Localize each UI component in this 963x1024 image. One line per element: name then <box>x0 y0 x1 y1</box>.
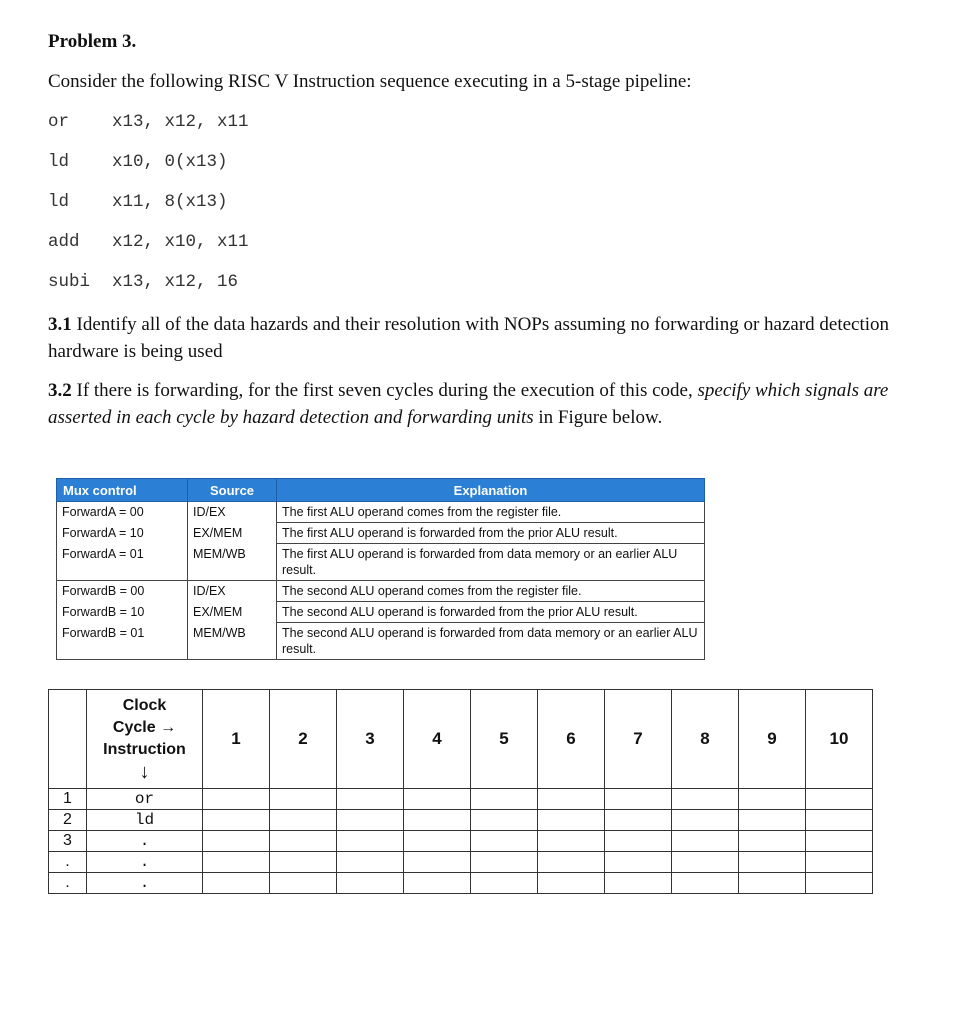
clock-cycle-instruction-header <box>87 690 203 789</box>
mux-control-cell: ForwardB = 10 <box>57 602 188 623</box>
question-text: Identify all of the data hazards and their resolution with NOPs assuming no forwarding or hazard detection hardware is being used <box>48 314 890 362</box>
cycle-header: 8 <box>672 690 739 789</box>
code-line <box>48 152 228 172</box>
explanation-cell: The first ALU operand is forwarded from the prior ALU result. <box>277 523 705 544</box>
mux-control-cell: ForwardA = 01 <box>57 544 188 581</box>
code-line <box>48 272 238 292</box>
empty-cell[interactable] <box>270 873 337 894</box>
empty-cell[interactable] <box>337 789 404 810</box>
empty-cell[interactable] <box>739 873 806 894</box>
down-arrow-icon: ↓ <box>139 761 150 783</box>
empty-cell[interactable] <box>270 810 337 831</box>
source-cell: MEM/WB <box>188 623 277 660</box>
instruction-cell: . <box>87 873 203 894</box>
cycle-header: 7 <box>605 690 672 789</box>
empty-cell[interactable] <box>605 831 672 852</box>
corner-cell <box>49 690 87 789</box>
cycle-header-row <box>49 690 873 789</box>
question-3-2 <box>48 377 908 431</box>
empty-cell[interactable] <box>806 789 873 810</box>
cycle-header: 5 <box>471 690 538 789</box>
row-number: 2 <box>49 810 87 831</box>
empty-cell[interactable] <box>203 852 270 873</box>
empty-cell[interactable] <box>672 873 739 894</box>
source-cell: EX/MEM <box>188 523 277 544</box>
empty-cell[interactable] <box>203 810 270 831</box>
table-row <box>49 831 873 852</box>
empty-cell[interactable] <box>605 873 672 894</box>
source-cell: EX/MEM <box>188 602 277 623</box>
header-source: Source <box>188 479 277 502</box>
cycle-header: 2 <box>270 690 337 789</box>
header-explanation: Explanation <box>277 479 705 502</box>
empty-cell[interactable] <box>471 789 538 810</box>
empty-cell[interactable] <box>270 789 337 810</box>
cycle-header: 3 <box>337 690 404 789</box>
code-op: ld <box>48 152 70 172</box>
empty-cell[interactable] <box>806 852 873 873</box>
table-row <box>57 502 705 523</box>
code-op: add <box>48 232 80 252</box>
row-number: . <box>49 873 87 894</box>
code-line <box>48 192 228 212</box>
empty-cell[interactable] <box>806 873 873 894</box>
table-row <box>57 581 705 602</box>
header-mux-control: Mux control <box>57 479 188 502</box>
code-line <box>48 232 249 252</box>
empty-cell[interactable] <box>404 789 471 810</box>
empty-cell[interactable] <box>337 873 404 894</box>
empty-cell[interactable] <box>471 810 538 831</box>
header-label: Clock <box>122 697 167 714</box>
empty-cell[interactable] <box>471 873 538 894</box>
empty-cell[interactable] <box>605 789 672 810</box>
code-line <box>48 112 249 132</box>
table-row <box>57 602 705 623</box>
table-row <box>49 873 873 894</box>
cycle-header: 4 <box>404 690 471 789</box>
mux-control-cell: ForwardA = 00 <box>57 502 188 523</box>
mux-control-cell: ForwardB = 00 <box>57 581 188 602</box>
empty-cell[interactable] <box>404 831 471 852</box>
table-row <box>49 789 873 810</box>
question-text-emphasis: specify which signals are asserted in each cycle by hazard detection and forwarding units <box>48 380 889 428</box>
row-number: 1 <box>49 789 87 810</box>
code-op: or <box>48 112 70 132</box>
empty-cell[interactable] <box>337 810 404 831</box>
instruction-cell: or <box>87 789 203 810</box>
source-cell: ID/EX <box>188 502 277 523</box>
empty-cell[interactable] <box>806 831 873 852</box>
code-args: x11, 8(x13) <box>112 192 228 212</box>
explanation-cell: The second ALU operand comes from the register file. <box>277 581 705 602</box>
code-args: x13, x12, x11 <box>112 112 249 132</box>
empty-cell[interactable] <box>203 873 270 894</box>
cycle-header: 10 <box>806 690 873 789</box>
problem-title: Problem 3. <box>48 31 137 52</box>
empty-cell[interactable] <box>672 852 739 873</box>
question-number: 3.1 <box>48 314 72 335</box>
row-number: 3 <box>49 831 87 852</box>
empty-cell[interactable] <box>739 789 806 810</box>
empty-cell[interactable] <box>538 831 605 852</box>
empty-cell[interactable] <box>739 810 806 831</box>
cycle-header: 9 <box>739 690 806 789</box>
empty-cell[interactable] <box>270 852 337 873</box>
empty-cell[interactable] <box>404 852 471 873</box>
empty-cell[interactable] <box>538 789 605 810</box>
empty-cell[interactable] <box>404 873 471 894</box>
question-text: If there is forwarding, for the first seven cycles during the execution of this code, <box>71 380 698 401</box>
table-row <box>49 852 873 873</box>
empty-cell[interactable] <box>806 810 873 831</box>
source-cell: ID/EX <box>188 581 277 602</box>
source-cell: MEM/WB <box>188 544 277 581</box>
empty-cell[interactable] <box>739 852 806 873</box>
code-args: x10, 0(x13) <box>112 152 228 172</box>
table-row <box>57 544 705 581</box>
question-text: in Figure below. <box>533 407 663 428</box>
empty-cell[interactable] <box>337 831 404 852</box>
explanation-cell: The second ALU operand is forwarded from data memory or an earlier ALU result. <box>277 623 705 660</box>
table-row <box>57 623 705 660</box>
empty-cell[interactable] <box>739 831 806 852</box>
table-row <box>57 523 705 544</box>
empty-cell[interactable] <box>538 810 605 831</box>
explanation-cell: The first ALU operand comes from the register file. <box>277 502 705 523</box>
empty-cell[interactable] <box>605 852 672 873</box>
problem-intro: Consider the following RISC V Instruction sequence executing in a 5-stage pipeline: <box>48 71 692 92</box>
empty-cell[interactable] <box>605 810 672 831</box>
code-op: subi <box>48 272 91 292</box>
explanation-cell: The first ALU operand is forwarded from data memory or an earlier ALU result. <box>277 544 705 581</box>
empty-cell[interactable] <box>203 789 270 810</box>
empty-cell[interactable] <box>471 831 538 852</box>
empty-cell[interactable] <box>471 852 538 873</box>
code-args: x13, x12, 16 <box>112 272 239 292</box>
question-3-1 <box>48 311 908 365</box>
empty-cell[interactable] <box>538 852 605 873</box>
empty-cell[interactable] <box>672 810 739 831</box>
empty-cell[interactable] <box>203 831 270 852</box>
empty-cell[interactable] <box>672 789 739 810</box>
mux-control-cell: ForwardA = 10 <box>57 523 188 544</box>
cycle-header: 6 <box>538 690 605 789</box>
question-number: 3.2 <box>48 380 72 401</box>
header-label: Instruction <box>103 741 186 758</box>
code-op: ld <box>48 192 70 212</box>
pipeline-cycle-table <box>48 689 873 894</box>
mux-control-cell: ForwardB = 01 <box>57 623 188 660</box>
cycle-header: 1 <box>203 690 270 789</box>
row-number: . <box>49 852 87 873</box>
empty-cell[interactable] <box>270 831 337 852</box>
instruction-cell: . <box>87 831 203 852</box>
table-row <box>49 810 873 831</box>
empty-cell[interactable] <box>404 810 471 831</box>
empty-cell[interactable] <box>672 831 739 852</box>
instruction-cell: ld <box>87 810 203 831</box>
header-label: Cycle → <box>112 719 177 736</box>
instruction-cell: . <box>87 852 203 873</box>
mux-control-table <box>56 478 705 660</box>
empty-cell[interactable] <box>538 873 605 894</box>
explanation-cell: The second ALU operand is forwarded from the prior ALU result. <box>277 602 705 623</box>
code-args: x12, x10, x11 <box>112 232 249 252</box>
empty-cell[interactable] <box>337 852 404 873</box>
